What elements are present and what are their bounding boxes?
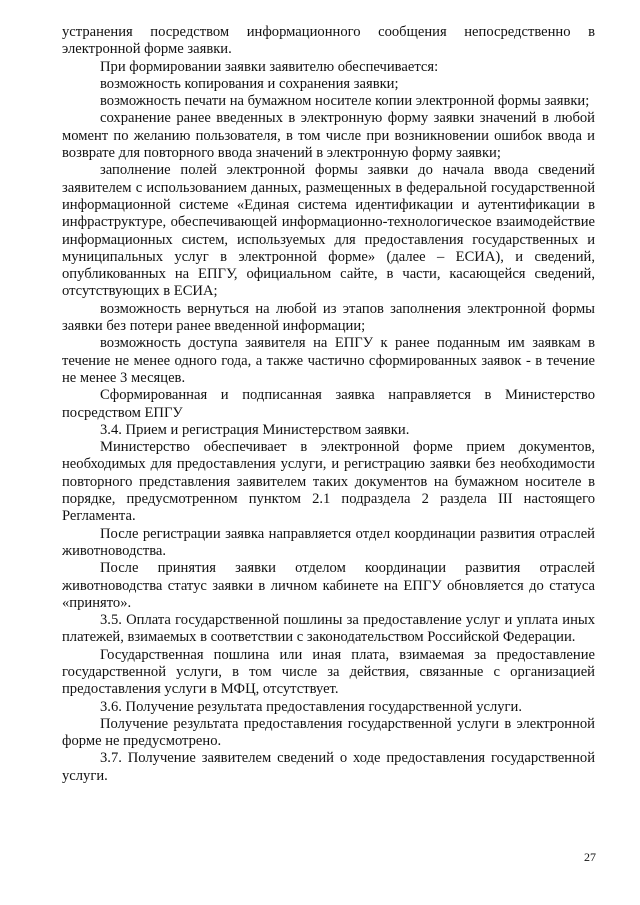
list-item: возможность доступа заявителя на ЕПГУ к ранее поданным им заявкам в течение не менее одного года, а также частично сформированных заявок - в течение не менее 3 месяцев.: [62, 335, 595, 386]
paragraph: После регистрации заявка направляется отдел координации развития отраслей животноводства.: [62, 525, 595, 559]
page-number: 27: [584, 850, 596, 864]
paragraph: Министерство обеспечивает в электронной форме прием документов, необходимых для предоставления услуги, и регистрацию заявки без необходимости повторного представления заявителем таких документов на бумажном носителе в порядке, предусмотренном пунктом 2.1 подраздела 2 раздела III настоящего Регламента.: [62, 439, 595, 525]
list-item: возможность вернуться на любой из этапов заполнения электронной формы заявки без потери ранее введенной информации;: [62, 300, 595, 335]
list-item: сохранение ранее введенных в электронную форму заявки значений в любой момент по желанию пользователя, в том числе при возникновении ошибок ввода и возврате для повторного ввода значений в электронную форму заявки;: [62, 110, 595, 162]
paragraph: После принятия заявки отделом координации развития отраслей животноводства статус заявки в личном кабинете на ЕПГУ обновляется до статуса «принято».: [62, 560, 595, 611]
paragraph: устранения посредством информационного сообщения непосредственно в электронной форме заявки.: [62, 24, 595, 58]
section-heading: 3.4. Прием и регистрация Министерством заявки.: [100, 421, 410, 438]
paragraph: Получение результата предоставления государственной услуги в электронной форме не предусмотрено.: [62, 715, 595, 750]
section-heading: 3.6. Получение результата предоставления государственной услуги.: [100, 698, 522, 715]
paragraph: Сформированная и подписанная заявка направляется в Министерство посредством ЕПГУ: [62, 387, 595, 421]
list-item: возможность печати на бумажном носителе копии электронной формы заявки;: [100, 93, 590, 110]
paragraph: При формировании заявки заявителю обеспечивается:: [100, 58, 439, 75]
section-heading: 3.7. Получение заявителем сведений о ходе предоставления государственной услуги.: [62, 750, 595, 784]
list-item: возможность копирования и сохранения заявки;: [100, 75, 399, 92]
section-heading: 3.5. Оплата государственной пошлины за предоставление услуг и уплата иных платежей, взимаемых в соответствии с законодательством Российской Федерации.: [62, 612, 595, 646]
document-page: [62, 24, 595, 785]
list-item: заполнение полей электронной формы заявки до начала ввода сведений заявителем с использованием данных, размещенных в федеральной государственной информационной системе «Единая система идентификации и аутентификации в инфраструктуре, обеспечивающей информационно-технологическое взаимодействие информационных систем, используемых для предоставления государственных и муниципальных услуг в электронной форме» (далее – ЕСИА), и сведений, опубликованных на ЕПГУ, официальном сайте, в части, касающейся сведений, отсутствующих в ЕСИА;: [62, 162, 595, 300]
paragraph: Государственная пошлина или иная плата, взимаемая за предоставление государственной услуги, в том числе за действия, связанные с организацией предоставления услуги в МФЦ, отсутствует.: [62, 646, 595, 698]
